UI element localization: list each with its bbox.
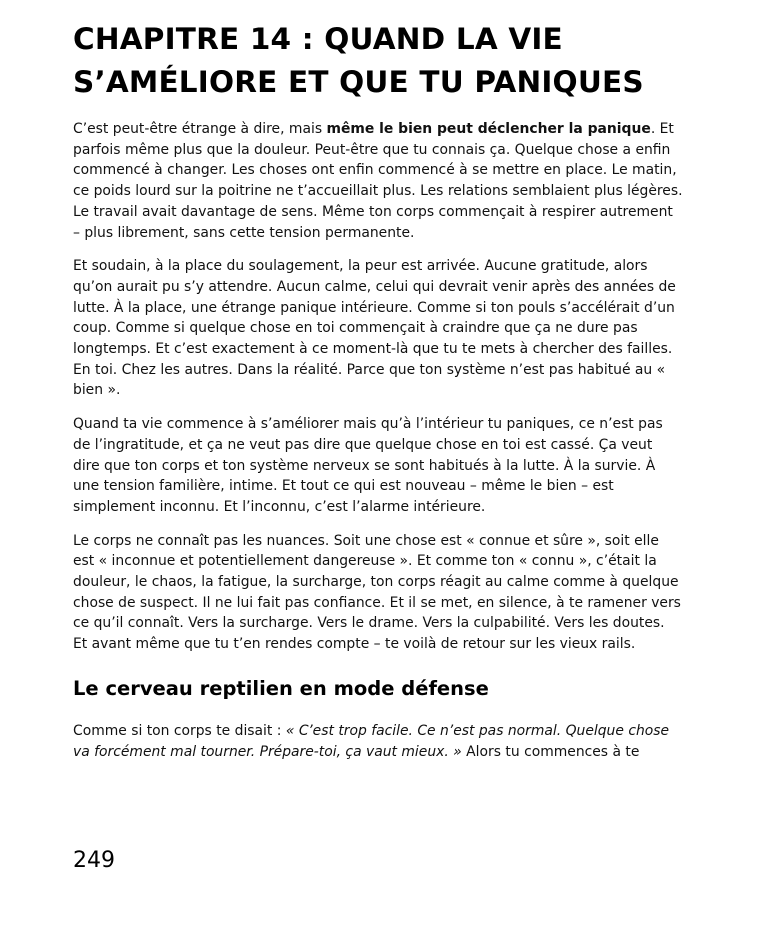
paragraph-2: Et soudain, à la place du soulagement, la peur est arrivée. Aucune gratitude, alors qu’on aurait pu s’y attendre. Aucun calme, celui qui devrait venir après des années de lutte. À la place, une étrange panique intérieure. Comme si ton pouls s’accélérait d’un coup. Comme si quelque chose en toi commençait à craindre que ça ne dure pas longtemps. Et c’est exactement à ce moment-là que tu te mets à chercher des failles. En toi. Chez les autres. Dans la réalité. Parce que ton système n’est pas habitué au « bien ». bbox=[73, 258, 676, 399]
chapter-title: CHAPITRE 14 : QUAND LA VIE S’AMÉLIORE ET QUE TU PANIQUES bbox=[73, 22, 644, 99]
p1-text-start: C’est peut-être étrange à dire, mais bbox=[73, 121, 327, 137]
paragraph-1 bbox=[73, 119, 683, 243]
p5-text-start: Comme si ton corps te disait : bbox=[73, 722, 286, 739]
p1-text-end: . Et parfois même plus que la douleur. Peut-être que tu connais ça. Quelque chose a enfin commencé à changer. Les choses ont enfin commencé à se mettre en place. Le matin, ce poids lourd sur la poitrine ne t’accueillait plus. Les relations semblaient plus légères. Le travail avait davantage de sens. Même ton corps commençait à respirer autrement – plus librement, sans cette tension permanente. bbox=[73, 121, 683, 241]
p5-text-end: Alors tu commences à te bbox=[461, 743, 640, 760]
paragraph-4: Le corps ne connaît pas les nuances. Soit une chose est « connue et sûre », soit elle est « inconnue et potentiellement dangereuse ». Et comme ton « connu », c’était la douleur, le chaos, la fatigue, la surcharge, ton corps réagit au calme comme à quelque chose de suspect. Il ne lui fait pas confiance. Et il se met, en silence, à te ramener vers ce qu’il connaît. Vers la surcharge. Vers le drame. Vers la culpabilité. Vers les doutes. Et avant même que tu t’en rendes compte – te voilà de retour sur les vieux rails. bbox=[73, 532, 681, 653]
page-number: 249 bbox=[73, 848, 115, 873]
p1-bold-phrase: même le bien peut déclencher la panique bbox=[326, 121, 651, 137]
paragraph-5 bbox=[73, 721, 683, 762]
section-heading: Le cerveau reptilien en mode défense bbox=[73, 676, 489, 700]
paragraph-3: Quand ta vie commence à s’améliorer mais qu’à l’intérieur tu paniques, ce n’est pas de l’ingratitude, et ça ne veut pas dire que quelque chose en toi est cassé. Ça veut dire que ton corps et ton système nerveux se sont habitués à la lutte. À la survie. À une tension familière, intime. Et tout ce qui est nouveau – même le bien – est simplement inconnu. Et l’inconnu, c’est l’alarme intérieure. bbox=[73, 416, 663, 515]
page-content bbox=[73, 18, 683, 775]
p5-italic-quote: « C’est trop facile. Ce n’est pas normal. Quelque chose va forcément mal tourner. Prépare-toi, ça vaut mieux. » bbox=[73, 722, 670, 760]
